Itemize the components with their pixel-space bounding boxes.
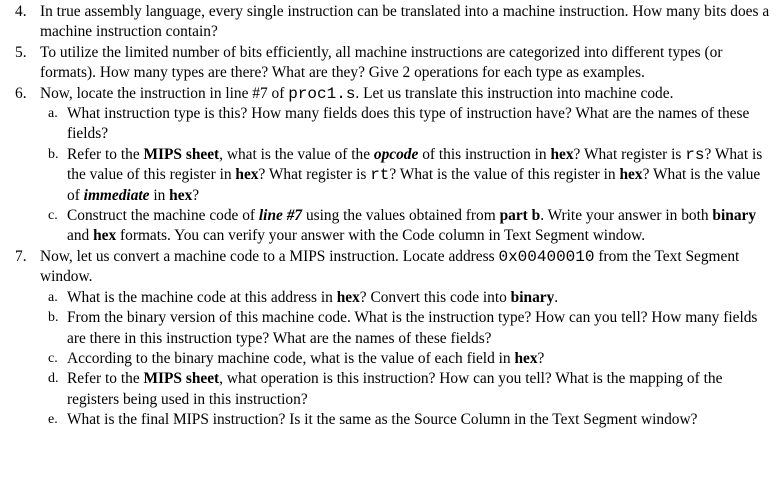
text: , what operation is this instruction? How can you tell? What is the mapping of the registers being used in this instruction?	[67, 370, 723, 408]
emphasis: hex	[235, 166, 259, 184]
emphasis: hex	[550, 145, 574, 163]
subquestion-letter: e.	[48, 412, 58, 428]
register-name: rs	[685, 145, 705, 164]
text: ?	[192, 186, 200, 204]
question-6b	[0, 145, 780, 206]
question-7e	[0, 410, 780, 430]
subquestion-letter: c.	[48, 350, 58, 366]
question-text: In true assembly language, every single instruction can be translated into a machine instruction. How many bits does a machine instruction contain?	[40, 3, 770, 41]
text: using the values obtained from	[302, 207, 500, 225]
question-number: 6.	[15, 84, 27, 102]
question-text: Now, let us convert a machine code to a MIPS instruction. Locate address	[40, 247, 499, 265]
subquestion-letter: b.	[48, 146, 59, 162]
emphasis: MIPS sheet	[143, 370, 220, 388]
question-5	[0, 43, 780, 84]
question-text: To utilize the limited number of bits efficiently, all machine instructions are categorized into different types (or formats). How many types are there? What are they? Give 2 operations for each type as examples.	[40, 43, 723, 82]
subquestion-text: From the binary version of this machine code. What is the instruction type? How can you tell? How many fields are there in this instruction type? What are the names of these fields?	[67, 309, 758, 347]
text: ? What is the value of	[67, 166, 761, 204]
subquestion-letter: b.	[48, 310, 59, 326]
text: ? Convert this code into	[359, 288, 511, 306]
emphasis: opcode	[373, 145, 419, 163]
text: and	[67, 227, 94, 245]
question-7c	[0, 349, 780, 369]
question-number: 4.	[15, 3, 27, 20]
question-6c	[0, 206, 780, 247]
question-4	[0, 2, 780, 43]
question-7	[0, 247, 780, 288]
emphasis: hex	[514, 349, 538, 367]
question-6a	[0, 104, 780, 145]
text: Refer to the	[67, 370, 144, 388]
text: , what is the value of the	[219, 145, 374, 163]
text: Construct the machine code of	[67, 207, 259, 225]
text: What is the machine code at this address in	[67, 288, 337, 306]
text: formats. You can verify your answer with the Code column in Text Segment window.	[116, 227, 646, 245]
subquestion-letter: c.	[48, 208, 58, 224]
subquestion-letter: a.	[48, 106, 58, 122]
text: ?	[537, 349, 545, 367]
text: ? What register is	[258, 166, 371, 184]
subquestion-text: What instruction type is this? How many fields does this type of instruction have? What are the names of these fields?	[67, 105, 750, 143]
text: ? What is the value of this register in	[389, 166, 620, 184]
subquestion-text: What is the final MIPS instruction? Is it the same as the Source Column in the Text Segment window?	[67, 411, 698, 429]
address-value: 0x00400010	[498, 247, 595, 266]
text: Refer to the	[67, 145, 144, 163]
emphasis: part b	[499, 207, 541, 225]
question-text: Now, locate the instruction in line #7 of	[40, 84, 289, 102]
emphasis: hex	[169, 186, 193, 204]
text: . Write your answer in both	[540, 207, 713, 225]
text: According to the binary machine code, what is the value of each field in	[67, 349, 515, 367]
subquestion-letter: d.	[48, 371, 59, 387]
emphasis: hex	[93, 227, 117, 245]
emphasis: hex	[619, 166, 643, 184]
emphasis: binary	[712, 207, 757, 225]
register-name: rt	[370, 166, 390, 185]
emphasis: immediate	[83, 186, 150, 204]
text: of this instruction in	[418, 145, 551, 163]
question-text: . Let us translate this instruction into machine code.	[355, 84, 674, 102]
question-7b	[0, 308, 780, 349]
question-7a	[0, 288, 780, 308]
question-number: 7.	[15, 247, 27, 265]
text: ? What register is	[573, 145, 686, 163]
emphasis: hex	[336, 288, 360, 306]
subquestion-letter: a.	[48, 289, 58, 305]
question-6	[0, 84, 780, 104]
question-text: from the Text Segment window.	[40, 247, 740, 286]
question-7d	[0, 369, 780, 410]
text: ? What is the value of this register in	[67, 145, 763, 184]
question-number: 5.	[15, 43, 27, 61]
file-name: proc1.s	[288, 84, 356, 103]
text: .	[554, 288, 559, 306]
emphasis: MIPS sheet	[143, 145, 220, 163]
emphasis: line #7	[258, 207, 303, 225]
emphasis: binary	[510, 288, 555, 306]
text: in	[149, 186, 170, 204]
